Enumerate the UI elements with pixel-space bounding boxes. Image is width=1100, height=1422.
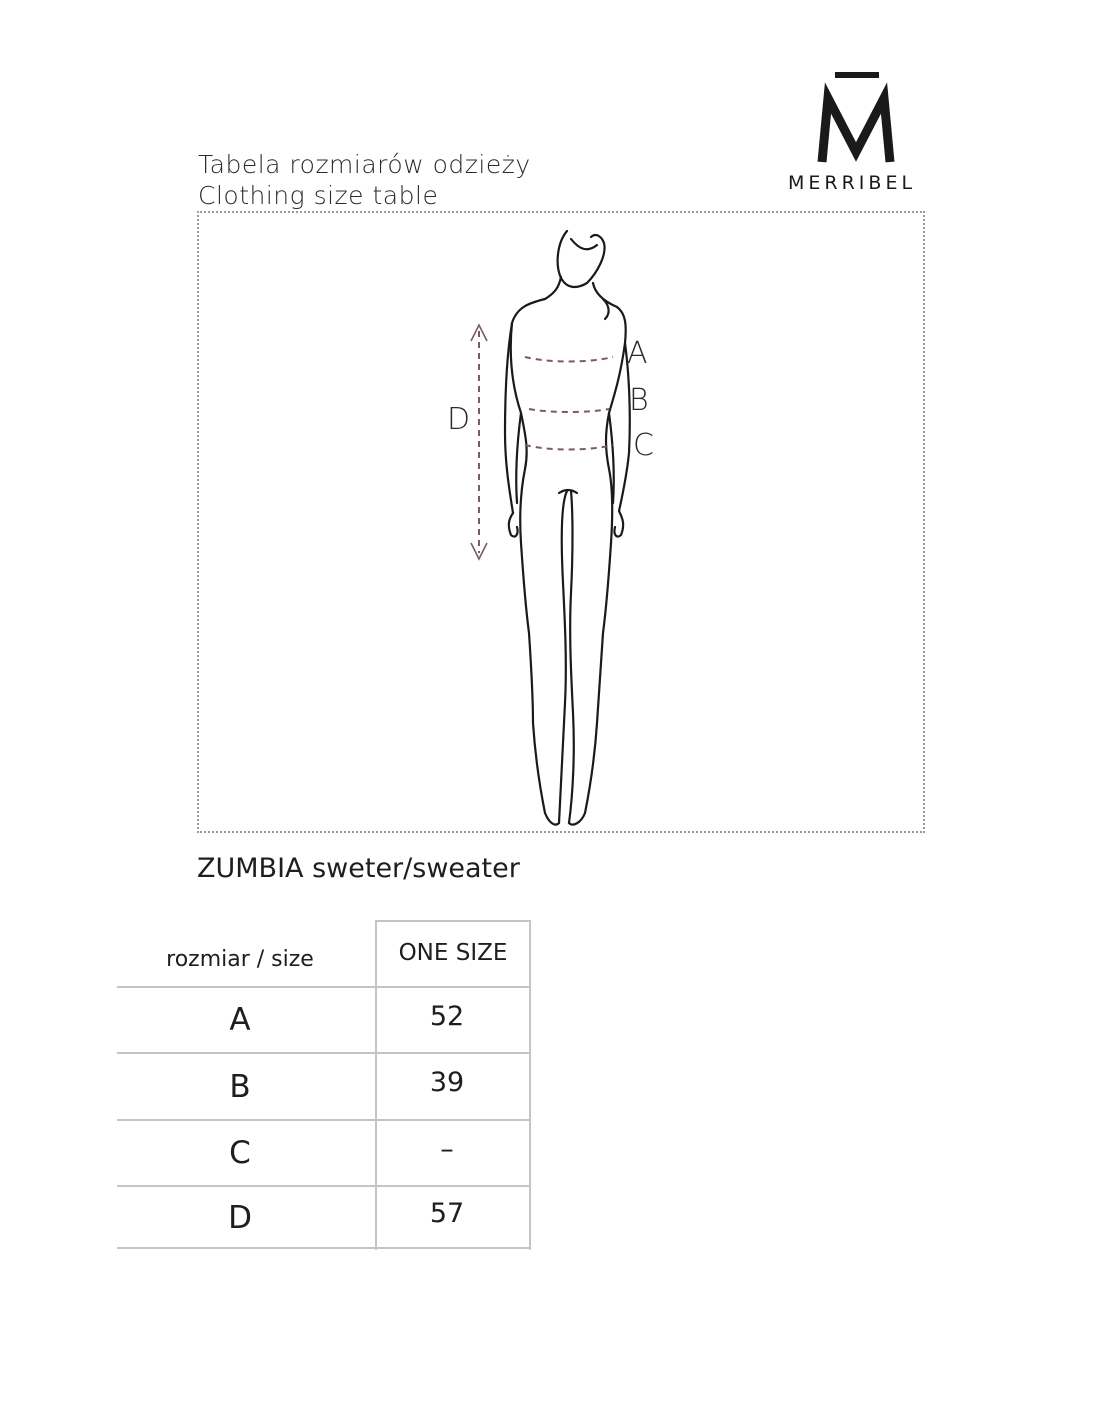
size-table <box>117 920 531 1250</box>
table-row-label: C <box>229 1135 251 1171</box>
heading-english: Clothing size table <box>198 181 439 210</box>
table-divider <box>529 920 531 1250</box>
figure-head <box>558 231 605 287</box>
logo-mark <box>780 68 930 168</box>
table-row-value: 57 <box>429 1197 465 1229</box>
figure-drawing <box>199 213 923 831</box>
figure-neck <box>545 277 561 299</box>
merribel-logo <box>780 68 930 198</box>
table-row-value: 52 <box>429 1000 465 1032</box>
table-row-label: A <box>229 1002 251 1038</box>
figure-label-c: C <box>633 428 654 463</box>
product-title: ZUMBIA sweter/sweater <box>197 853 520 884</box>
table-row-label: D <box>228 1200 252 1236</box>
measure-line-c <box>525 445 613 450</box>
figure-label-a: A <box>627 336 648 371</box>
heading-polish: Tabela rozmiarów odzieży <box>198 150 531 179</box>
measure-line-a <box>525 357 613 362</box>
figure-right-outline <box>569 307 626 825</box>
brand-name: MERRIBEL <box>788 172 917 194</box>
figure-left-outline <box>511 299 559 825</box>
table-header-one-size: ONE SIZE <box>398 940 508 966</box>
measure-line-b <box>529 409 609 412</box>
table-row-value: 39 <box>429 1067 465 1098</box>
table-row-label: B <box>229 1068 251 1105</box>
table-row-value: – <box>440 1133 454 1165</box>
figure-inner-legs <box>559 491 567 823</box>
figure-label-d: D <box>447 402 471 437</box>
measurement-figure-frame <box>197 211 925 833</box>
table-header-size: rozmiar / size <box>166 946 314 972</box>
figure-label-b: B <box>629 383 649 418</box>
